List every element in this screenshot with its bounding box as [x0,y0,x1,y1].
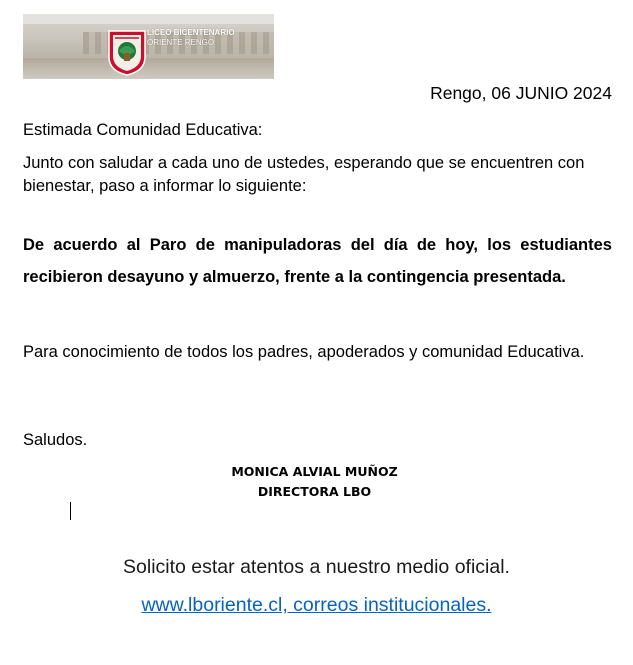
banner-sky [23,14,274,24]
footer-note: Solicito estar atentos a nuestro medio oficial. [123,556,510,578]
school-name [147,28,235,48]
letter-date: Rengo, 06 JUNIO 2024 [430,83,612,103]
school-name-line2: ORIENTE RENGO [147,38,215,47]
signatory-name: MONICA ALVIAL MUÑOZ [231,464,398,479]
letter-greeting: Estimada Comunidad Educativa: [23,121,263,139]
footer-link-container [0,593,633,617]
school-name-line1: LICEO BICENTENARIO [147,28,235,37]
header-banner [23,14,274,79]
letter-main-notice: De acuerdo al Paro de manipuladoras del día de hoy, los estudiantes recibieron desayuno y almuerzo, frente a la contingencia presentada. [23,236,612,286]
letter-knowledge: Para conocimiento de todos los padres, apoderados y comunidad Educativa. [23,343,585,361]
letter-intro: Junto con saludar a cada uno de ustedes, esperando que se encuentren con bienestar, paso a informar lo siguiente: [23,154,585,195]
text-cursor [70,502,71,520]
signatory-role: DIRECTORA LBO [257,484,372,499]
official-site-link[interactable]: www.lboriente.cl, correos institucionales. [141,594,492,616]
letter-closing: Saludos. [23,431,88,449]
